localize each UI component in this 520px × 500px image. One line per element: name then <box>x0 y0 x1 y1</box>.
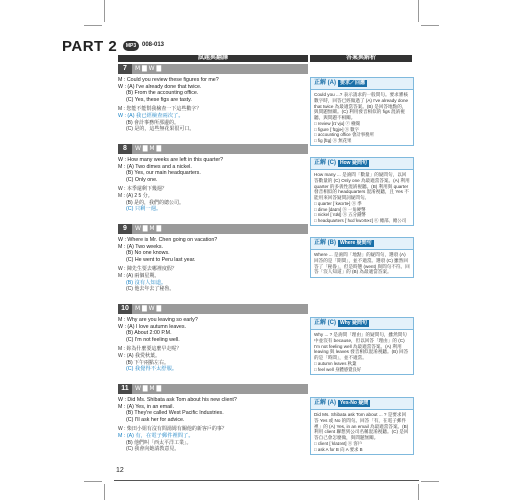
vocab-item: □ headquarters [ˈhɛdˈkwɔrtɚz] ⓝ 總部、總公司 <box>314 217 407 223</box>
answer-body <box>311 410 413 454</box>
answer-box <box>310 237 414 278</box>
dialogue-line: M : 妳為什麼要這麼早走呢？ <box>118 346 182 353</box>
vocab-item: □ quarter [ˈkwɔrtɚ] ⓝ 季 <box>314 200 362 206</box>
dialogue-line: (B) From the accounting office. <box>126 90 199 97</box>
dialogue-line: W : (A) I love autumn leaves. <box>118 323 187 330</box>
dialogue-line: W : 陳先生要去哪裡度假？ <box>118 266 177 273</box>
question-type-tag: Why 疑問句 <box>340 320 367 326</box>
dialogue-line: M : (A) Yes, in an email. <box>118 403 174 410</box>
dialogue-line: M : (A) 有，在電子郵件裡問了。 <box>118 432 194 439</box>
crop-mark <box>84 25 102 26</box>
vocab-item: □ autumn leaves 秋葉 <box>314 360 357 366</box>
dialogue-line: W : (A) 我愛秋葉。 <box>118 352 160 359</box>
track-range: 008-013 <box>142 42 165 48</box>
answer-body <box>311 250 413 277</box>
explanation-text: Did Ms. Shibata ask Tom about ... ? 是要求回答 Yes 或 No 的問句。回答「有，在電子郵件裡」的 (A) Yes, in an email 為最適當答案。(B) 利用 client 聯想到公司名稱混淆視聽。(C) 是回答自己會怎麼做，與問題無關。 <box>314 412 409 441</box>
correct-answer: 正解 (C) <box>314 160 336 166</box>
dialogue-line: (C) 他去年去了秘魯。 <box>126 286 175 293</box>
question-block <box>118 144 308 213</box>
answer-box <box>310 157 414 226</box>
dialogue-line: (C) He went to Peru last year. <box>126 256 196 263</box>
vocab-item: □ accounting office 會計事務所 <box>314 132 374 138</box>
question-type-tag: 要求／回應 <box>340 80 366 86</box>
question-bar <box>118 304 308 314</box>
question-number: 11 <box>118 384 132 394</box>
vocab-item: □ figure [ˈfɪɡjɚ] ⓝ 數字 <box>314 126 360 132</box>
mp3-badge: MP3 <box>123 41 139 51</box>
dialogue-line: (B) No one knows. <box>126 250 170 257</box>
dialogue-line: W : (A) 我已經檢查兩次了。 <box>118 112 184 119</box>
column-header-answers: 答案與解析 <box>310 55 412 62</box>
vocab-item: □ client [ˈklaɪənt] ⓝ 客戶 <box>314 440 363 446</box>
questions-column <box>118 64 308 459</box>
question-bar <box>118 224 308 234</box>
vocab-item: □ fig [fɪɡ] ⓝ 無花果 <box>314 137 352 143</box>
dialogue-line: (C) I'm not feeling well. <box>126 336 180 343</box>
crop-mark <box>421 481 439 482</box>
crop-mark <box>421 25 439 26</box>
answer-heading <box>311 158 413 170</box>
dialogue-line: W : How many weeks are left in this quarter? <box>118 157 224 163</box>
dialogue-line: M : (A) Two weeks. <box>118 243 163 250</box>
dialogue-line: (B) 沒有人知道。 <box>126 279 167 286</box>
dialogue-line: (B) They're called West Pacific Industries. <box>126 410 224 417</box>
dialogue-line: M : 您能不能幫我檢查一下這些數字？ <box>118 106 202 113</box>
question-number: 10 <box>118 304 132 314</box>
answer-heading <box>311 78 413 90</box>
crop-mark <box>104 0 105 22</box>
vocab-item: □ ask A for B 向 A 要求 B <box>314 446 363 452</box>
dialogue-line: (B) 是的，我們的總公司。 <box>126 199 185 206</box>
vocab-item: □ feel well 身體感覺良好 <box>314 366 362 372</box>
crop-mark <box>418 484 419 500</box>
dialogue-line: (C) I'll ask her for advice. <box>126 416 185 423</box>
dialogue-line: M : Could you review these figures for me? <box>118 77 219 83</box>
answer-box <box>310 317 414 375</box>
correct-answer: 正解 (A) <box>314 80 336 86</box>
question-type-tag: Yes-No 疑問 <box>340 400 369 406</box>
dialogue-line: (B) 會計事務所那邊的。 <box>126 119 180 126</box>
dialogue-line: W : 本季還剩下幾週？ <box>118 186 167 193</box>
question-block <box>118 64 308 133</box>
speaker-flags: W ▇ M ▇ <box>135 225 162 232</box>
dialogue-line: (C) 只剩一週。 <box>126 206 162 213</box>
dialogue-line: M : (A) 2 5 分。 <box>118 192 153 199</box>
speaker-flags: W ▇ M ▇ <box>135 385 162 392</box>
dialogue-line: (C) 我會向她請教意見。 <box>126 446 180 453</box>
dialogue-line: W : Did Ms. Shibata ask Tom about his new client? <box>118 397 237 403</box>
page-number: 12 <box>116 467 124 474</box>
answers-column <box>310 64 412 459</box>
correct-answer: 正解 (A) <box>314 400 336 406</box>
answer-heading <box>311 318 413 330</box>
dialogue-line: M : Why are you leaving so early? <box>118 317 198 323</box>
answer-body <box>311 170 413 225</box>
question-number: 9 <box>118 224 132 234</box>
question-block <box>118 224 308 293</box>
answer-heading <box>311 238 413 250</box>
crop-mark <box>418 0 419 22</box>
explanation-text: Where ... 是詢問「地點」的疑問句，選項 (A) 回答的是「期間」，並不適當。選項 (C) 雖然回答了「秘魯」，但是時態 (went) 與問句不符。回答「沒人知道」的 (B) 為最適當答案。 <box>314 252 410 275</box>
dialogue-line: (C) 我覺得不太舒服。 <box>126 366 178 373</box>
dialogue-line: W : 柴田小姐有沒有問湯姆有關他的新客戶的事？ <box>118 426 227 433</box>
answer-box <box>310 397 414 455</box>
question-type-tag: How 疑問句 <box>340 160 367 166</box>
question-number: 7 <box>118 64 132 74</box>
question-block <box>118 304 308 373</box>
answer-body <box>311 330 413 374</box>
footer-divider <box>114 480 419 481</box>
vocab-item: □ review [rɪˈvju] ⓥ 檢閱 <box>314 120 360 126</box>
question-bar <box>118 384 308 394</box>
dialogue-line: W : (A) I've already done that twice. <box>118 83 202 90</box>
answer-box <box>310 77 414 146</box>
explanation-text: Why ... ? 是詢問「理由」的疑問句，雖然問句中並沒有 because，但以回答「理由」的 (C) I'm not feeling well 為最適當答案。(A) 利用 leaving 與 leaves 發音相似混淆視聽。(B) 回答的是「時間」，並不適當。 <box>314 332 409 361</box>
dialogue-line: (B) Yes, our main headquarters. <box>126 170 201 177</box>
dialogue-line: (B) About 2:00 P.M. <box>126 330 172 337</box>
crop-mark <box>104 484 105 500</box>
column-header-questions: 試題與翻譯 <box>118 55 308 62</box>
dialogue-line: (C) 是的，這些無花果很可口。 <box>126 126 195 133</box>
question-type-tag: Where 疑問句 <box>340 240 372 246</box>
dialogue-line: W : Where is Mr. Chen going on vacation? <box>118 237 218 243</box>
part-title: PART 2 <box>62 38 118 55</box>
correct-answer: 正解 (B) <box>314 240 336 246</box>
vocab-item: □ dime [daɪm] ⓝ 一角硬幣 <box>314 206 366 212</box>
explanation-text: Could you ...? 表示請求的一般問句。要求審核數字時，回答已經做過了 (A) I've already done that twice 為最適當答案。(B) 是回答地點的，與問題無關。(C) 利用發音相似的 figs 混淆視聽，與問題不相關。 <box>314 92 409 121</box>
crop-mark <box>84 481 102 482</box>
dialogue-line: M : (A) 兩個星期。 <box>118 272 160 279</box>
explanation-text: How many ... 是詢問「數量」的疑問句，以回答數量的 (C) Only one 為最適當答案。(A) 利用 quarter 的多義性混淆視聽。(B) 利用與 quarter 發音相似的 headquarters 混淆視聽，且 Yes 不能用來回答疑問詞疑問句。 <box>314 172 410 201</box>
correct-answer: 正解 (C) <box>314 320 336 326</box>
dialogue-line: (C) Yes, these figs are tasty. <box>126 96 192 103</box>
speaker-flags: M ▇ W ▇ <box>135 305 162 312</box>
dialogue-line: M : (A) Two dimes and a nickel. <box>118 163 192 170</box>
dialogue-line: (C) Only one. <box>126 176 158 183</box>
speaker-flags: M ▇ W ▇ <box>135 65 162 72</box>
answer-body <box>311 90 413 145</box>
question-bar <box>118 144 308 154</box>
question-block <box>118 384 308 453</box>
question-bar <box>118 64 308 74</box>
dialogue-line: (B) 下午兩點左右。 <box>126 359 170 366</box>
dialogue-line: (B) 他們叫「西太平洋工業」。 <box>126 439 192 446</box>
vocab-item: □ nickel [ˈnɪkḷ] ⓝ 五分錢幣 <box>314 212 366 218</box>
speaker-flags: W ▇ M ▇ <box>135 145 162 152</box>
question-number: 8 <box>118 144 132 154</box>
answer-heading <box>311 398 413 410</box>
